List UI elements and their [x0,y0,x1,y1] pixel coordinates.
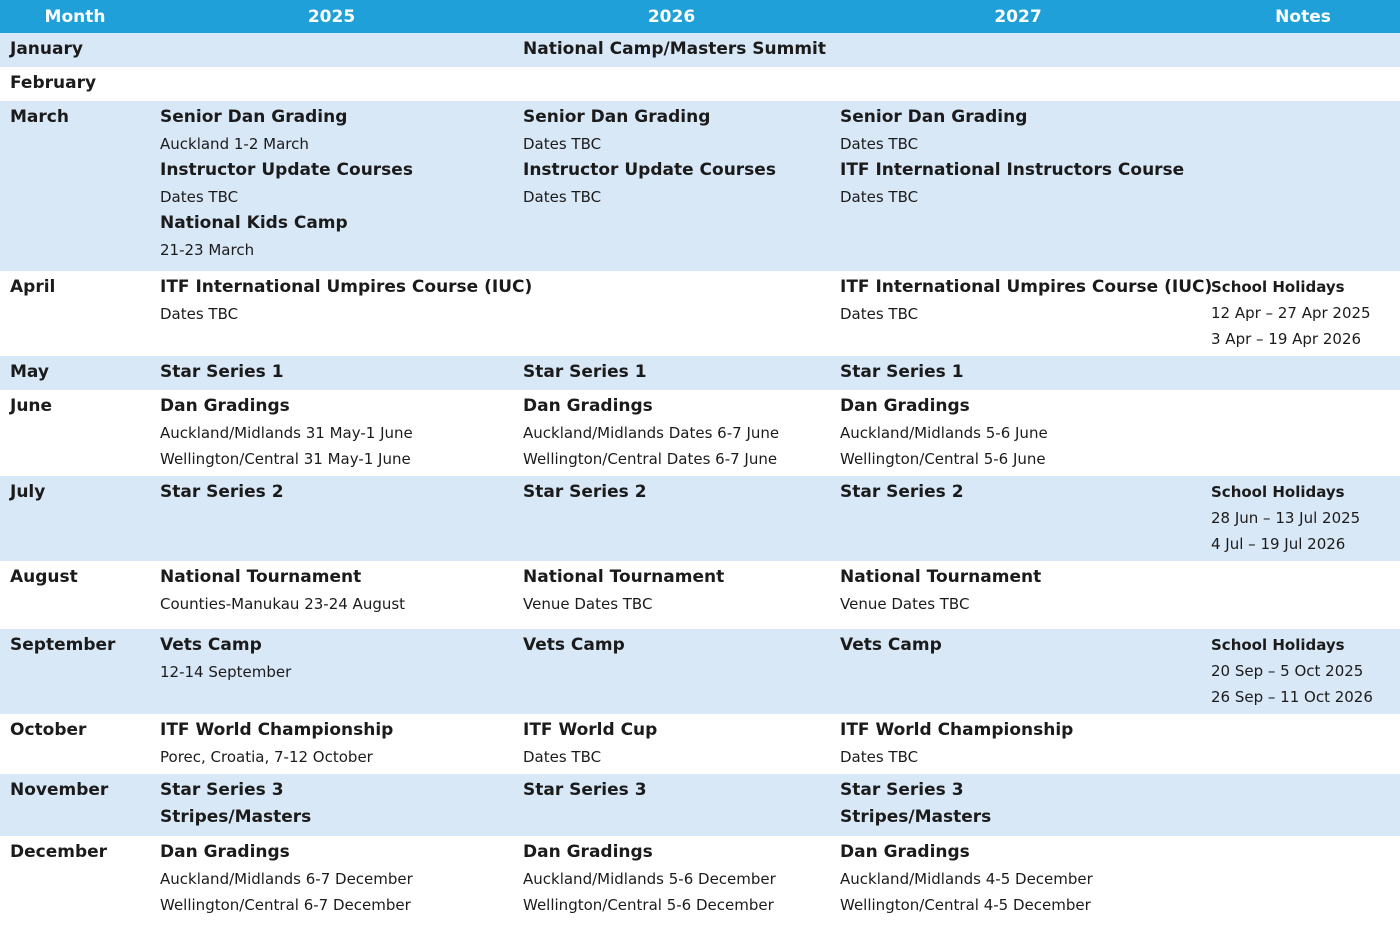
event-detail: Auckland 1-2 March [160,135,309,153]
table-row-july [0,476,1400,561]
event-detail: Auckland/Midlands 5-6 June [840,424,1048,442]
event-detail: Auckland/Midlands 6-7 December [160,870,413,888]
event-detail: Wellington/Central 6-7 December [160,896,411,914]
event-title: Dan Gradings [160,396,290,416]
month-label: May [10,362,49,382]
school-holidays-dates: 20 Sep – 5 Oct 2025 [1211,662,1364,680]
event-title: Vets Camp [523,635,625,655]
event-title: National Camp/Masters Summit [523,39,827,59]
event-title: Dan Gradings [523,842,653,862]
event-detail: Dates TBC [523,188,602,206]
event-detail: Dates TBC [160,305,239,323]
table-row-may [0,356,1400,390]
event-title: National Tournament [840,567,1042,587]
table-row-september [0,629,1400,714]
event-title: ITF World Cup [523,720,658,740]
event-detail: Auckland/Midlands 31 May-1 June [160,424,413,442]
month-label: October [10,720,87,740]
event-detail: Dates TBC [840,188,919,206]
event-title: Instructor Update Courses [160,160,413,180]
month-label: April [10,277,56,297]
header-2027: 2027 [830,0,1206,33]
event-title: Dan Gradings [840,842,970,862]
event-title: ITF World Championship [840,720,1074,740]
event-detail: Dates TBC [160,188,239,206]
event-title: Stripes/Masters [160,807,312,827]
event-detail: Dates TBC [840,748,919,766]
header-2025: 2025 [150,0,513,33]
month-label: December [10,842,108,862]
table-row-november [0,774,1400,836]
table-row-march [0,101,1400,271]
event-detail: Wellington/Central 5-6 June [840,450,1046,468]
event-title: Star Series 2 [523,482,647,502]
event-title: Star Series 3 [160,780,284,800]
header-month: Month [0,0,150,33]
event-detail: Dates TBC [840,305,919,323]
event-detail: Auckland/Midlands Dates 6-7 June [523,424,780,442]
school-holidays-title: School Holidays [1211,636,1345,654]
event-detail: Venue Dates TBC [840,595,970,613]
event-title: Star Series 3 [523,780,647,800]
month-label: September [10,635,116,655]
event-detail: Dates TBC [523,135,602,153]
event-title: Dan Gradings [160,842,290,862]
event-title: ITF International Umpires Course (IUC) [840,277,1213,297]
event-detail: Dates TBC [840,135,919,153]
event-title: Senior Dan Grading [523,107,711,127]
event-title: Dan Gradings [840,396,970,416]
month-label: July [10,482,46,502]
event-detail: Wellington/Central 31 May-1 June [160,450,411,468]
school-holidays-title: School Holidays [1211,278,1345,296]
event-detail: 12-14 September [160,663,292,681]
school-holidays-dates: 28 Jun – 13 Jul 2025 [1211,509,1361,527]
event-detail: Counties-Manukau 23-24 August [160,595,406,613]
event-detail: 21-23 March [160,241,255,259]
event-detail: Wellington/Central Dates 6-7 June [523,450,778,468]
school-holidays-title: School Holidays [1211,483,1345,501]
month-label: March [10,107,69,127]
month-label: June [10,396,53,416]
table-row-june [0,390,1400,476]
month-label: February [10,73,97,93]
event-title: Star Series 2 [160,482,284,502]
event-detail: Auckland/Midlands 4-5 December [840,870,1093,888]
event-title: Dan Gradings [523,396,653,416]
table-row-february [0,67,1400,101]
table-header [0,0,1400,33]
table-row-august [0,561,1400,629]
header-notes: Notes [1206,0,1400,33]
table-row-january [0,33,1400,67]
table-row-december [0,836,1400,946]
event-title: ITF World Championship [160,720,394,740]
event-title: Senior Dan Grading [160,107,348,127]
month-label: August [10,567,78,587]
event-detail: Auckland/Midlands 5-6 December [523,870,776,888]
header-2026: 2026 [513,0,830,33]
event-title: National Kids Camp [160,213,348,233]
event-title: ITF International Umpires Course (IUC) [160,277,533,297]
event-detail: Venue Dates TBC [523,595,653,613]
event-title: Star Series 1 [523,362,647,382]
event-title: Vets Camp [160,635,262,655]
school-holidays-dates: 26 Sep – 11 Oct 2026 [1211,688,1373,706]
event-title: Star Series 1 [160,362,284,382]
table-row-october [0,714,1400,774]
month-label: January [10,39,83,59]
event-title: National Tournament [523,567,725,587]
event-detail: Porec, Croatia, 7-12 October [160,748,373,766]
event-title: Star Series 2 [840,482,964,502]
event-title: Stripes/Masters [840,807,992,827]
event-title: Instructor Update Courses [523,160,776,180]
school-holidays-dates: 3 Apr – 19 Apr 2026 [1211,330,1362,348]
event-title: Vets Camp [840,635,942,655]
event-title: Star Series 3 [840,780,964,800]
event-title: National Tournament [160,567,362,587]
school-holidays-dates: 12 Apr – 27 Apr 2025 [1211,304,1371,322]
event-title: ITF International Instructors Course [840,160,1185,180]
event-detail: Wellington/Central 5-6 December [523,896,774,914]
event-detail: Wellington/Central 4-5 December [840,896,1091,914]
event-detail: Dates TBC [523,748,602,766]
month-label: November [10,780,109,800]
event-title: Star Series 1 [840,362,964,382]
table-row-april [0,271,1400,356]
event-title: Senior Dan Grading [840,107,1028,127]
school-holidays-dates: 4 Jul – 19 Jul 2026 [1211,535,1346,553]
